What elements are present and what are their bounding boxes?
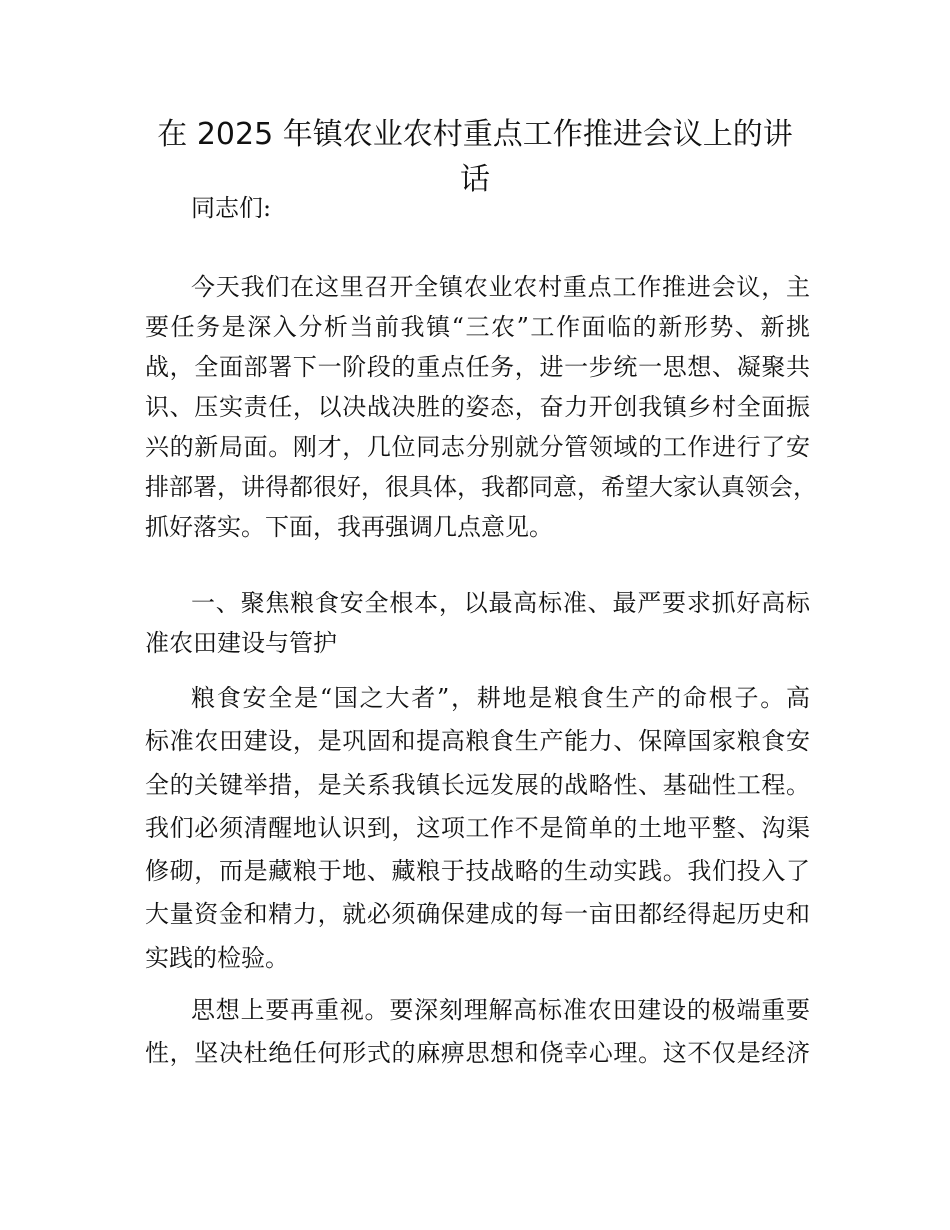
text-line: 识、压实责任，以决战决胜的姿态，奋力开创我镇乡村全面振: [145, 393, 810, 421]
title-line: 在 2025 年镇农业农村重点工作推进会议上的讲: [157, 117, 793, 152]
paragraph-ideology: [145, 989, 810, 1075]
salutation-text: 同志们:: [191, 194, 272, 222]
salutation: [145, 188, 810, 228]
text-line: 性，坚决杜绝任何形式的麻痹思想和侥幸心理。这不仅是经济: [145, 1039, 810, 1067]
text-line: 战，全面部署下一阶段的重点任务，进一步统一思想、凝聚共: [145, 353, 810, 381]
text-line: 思想上要再重视。要深刻理解高标准农田建设的极端重要: [191, 996, 810, 1024]
text-line: 标准农田建设，是巩固和提高粮食生产能力、保障国家粮食安: [145, 727, 810, 756]
text-line: 要任务是深入分析当前我镇“三农”工作面临的新形势、新挑: [145, 313, 810, 341]
section-heading: [145, 583, 810, 663]
paragraph-food-security: [145, 677, 810, 980]
text-line: 抓好落实。下面，我再强调几点意见。: [145, 513, 553, 541]
text-line: 全的关键举措，是关系我镇长远发展的战略性、基础性工程。: [145, 770, 810, 799]
text-line: 粮食安全是“国之大者”，耕地是粮食生产的命根子。高: [191, 684, 810, 712]
text-line: 实践的检验。: [145, 943, 289, 972]
text-line: 我们必须清醒地认识到，这项工作不是简单的土地平整、沟渠: [145, 813, 810, 842]
text-line: 准农田建设与管护: [145, 629, 337, 657]
text-line: 排部署，讲得都很好，很具体，我都同意，希望大家认真领会，: [145, 473, 817, 501]
text-line: 一、聚焦粮食安全根本，以最高标准、最严要求抓好高标: [191, 589, 810, 617]
text-line: 大量资金和精力，就必须确保建成的每一亩田都经得起历史和: [145, 900, 810, 929]
text-line: 今天我们在这里召开全镇农业农村重点工作推进会议，主: [191, 273, 810, 301]
text-line: 修砌，而是藏粮于地、藏粮于技战略的生动实践。我们投入了: [145, 857, 810, 886]
paragraph-intro: [145, 267, 817, 547]
title-line: 话: [460, 162, 490, 197]
text-line: 兴的新局面。刚才，几位同志分别就分管领域的工作进行了安: [145, 433, 810, 461]
